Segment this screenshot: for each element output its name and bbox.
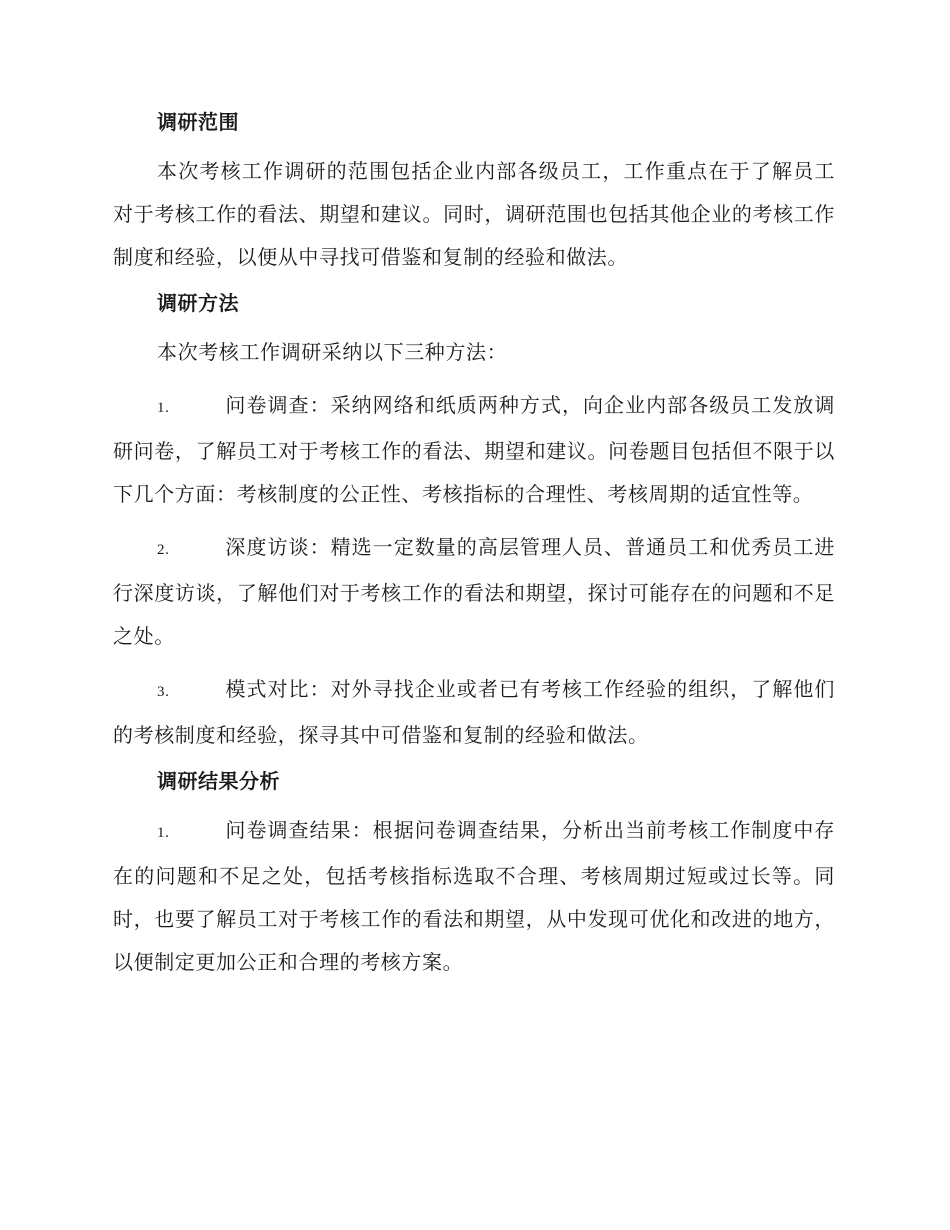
list-item-text: 问卷调查：采纳网络和纸质两种方式，向企业内部各级员工发放调研问卷，了解员工对于考核工作的看法、期望和建议。问卷题目包括但不限于以下几个方面：考核制度的公正性、考核指标的合理性、考核周期的适宜性等。	[113, 393, 835, 506]
paragraph: 本次考核工作调研的范围包括企业内部各级员工，工作重点在于了解员工对于考核工作的看法、期望和建议。同时，调研范围也包括其他企业的考核工作制度和经验，以便从中寻找可借鉴和复制的经验和做法。	[113, 159, 835, 269]
section-heading: 调研范围	[157, 110, 239, 134]
list-item	[113, 384, 835, 516]
section-heading: 调研结果分析	[157, 769, 280, 793]
list-item-text: 模式对比：对外寻找企业或者已有考核工作经验的组织，了解他们的考核制度和经验，探寻其中可借鉴和复制的经验和做法。	[113, 677, 835, 747]
list-number: 1.	[157, 825, 170, 841]
section-results	[113, 767, 835, 984]
list-number: 3.	[157, 684, 170, 700]
list-item	[113, 526, 835, 658]
document-page	[113, 108, 835, 994]
section-scope	[113, 108, 835, 279]
list-item	[113, 809, 835, 984]
paragraph: 本次考核工作调研采纳以下三种方法：	[157, 340, 508, 364]
section-methods	[113, 289, 835, 757]
section-heading: 调研方法	[157, 291, 239, 315]
list-item-text: 深度访谈：精选一定数量的高层管理人员、普通员工和优秀员工进行深度访谈，了解他们对于考核工作的看法和期望，探讨可能存在的问题和不足之处。	[113, 535, 835, 648]
list-item	[113, 668, 835, 757]
list-number: 1.	[157, 400, 170, 416]
list-number: 2.	[157, 542, 170, 558]
list-item-text: 问卷调查结果：根据问卷调查结果，分析出当前考核工作制度中存在的问题和不足之处，包括考核指标选取不合理、考核周期过短或过长等。同时，也要了解员工对于考核工作的看法和期望，从中发现可优化和改进的地方，以便制定更加公正和合理的考核方案。	[113, 818, 835, 974]
